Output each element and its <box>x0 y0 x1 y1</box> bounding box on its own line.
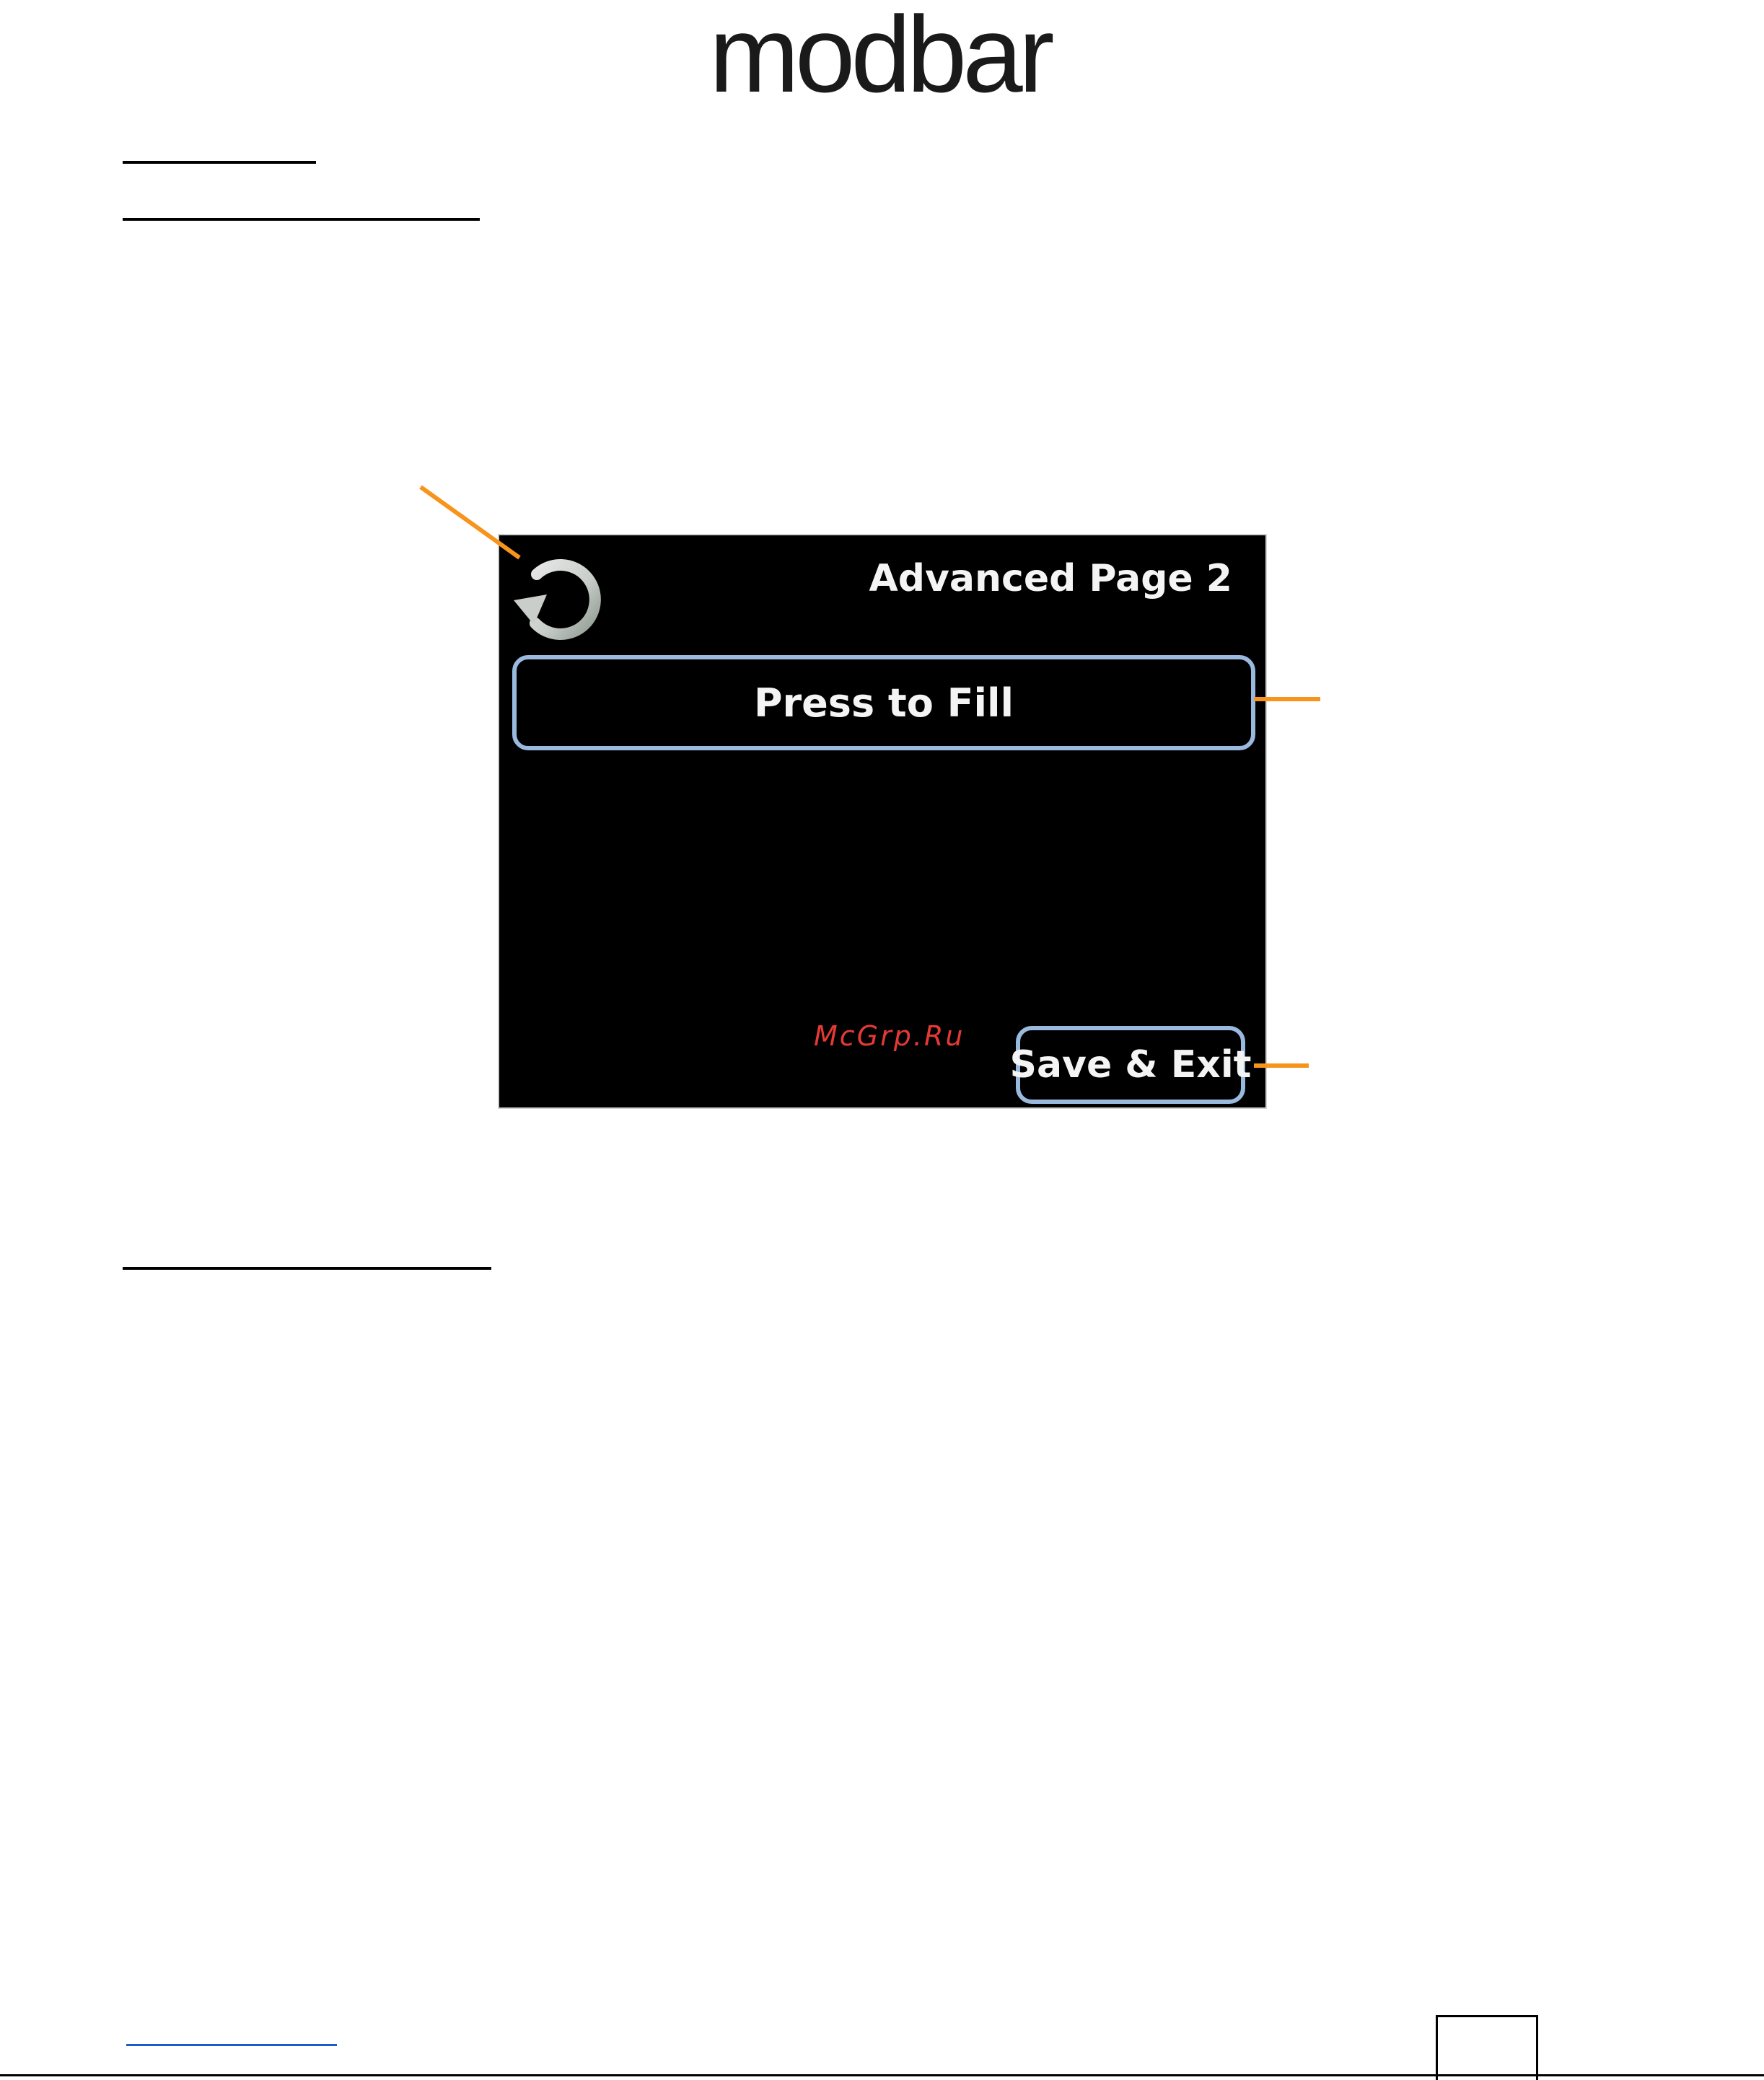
modbar-logo: modbar <box>709 0 1050 115</box>
watermark: McGrp.Ru <box>814 1020 965 1052</box>
footer-rule <box>0 2074 1764 2076</box>
refresh-icon[interactable] <box>509 550 603 644</box>
press-to-fill-button[interactable]: Press to Fill <box>512 655 1255 750</box>
footer-link-underline[interactable] <box>126 2044 337 2046</box>
screen-title: Advanced Page 2 <box>869 557 1232 600</box>
heading-underline-1 <box>123 161 316 164</box>
page-number-box <box>1436 2015 1538 2080</box>
heading-underline-2 <box>123 218 480 221</box>
heading-underline-3 <box>123 1267 491 1270</box>
save-exit-button[interactable]: Save & Exit <box>1016 1026 1245 1104</box>
